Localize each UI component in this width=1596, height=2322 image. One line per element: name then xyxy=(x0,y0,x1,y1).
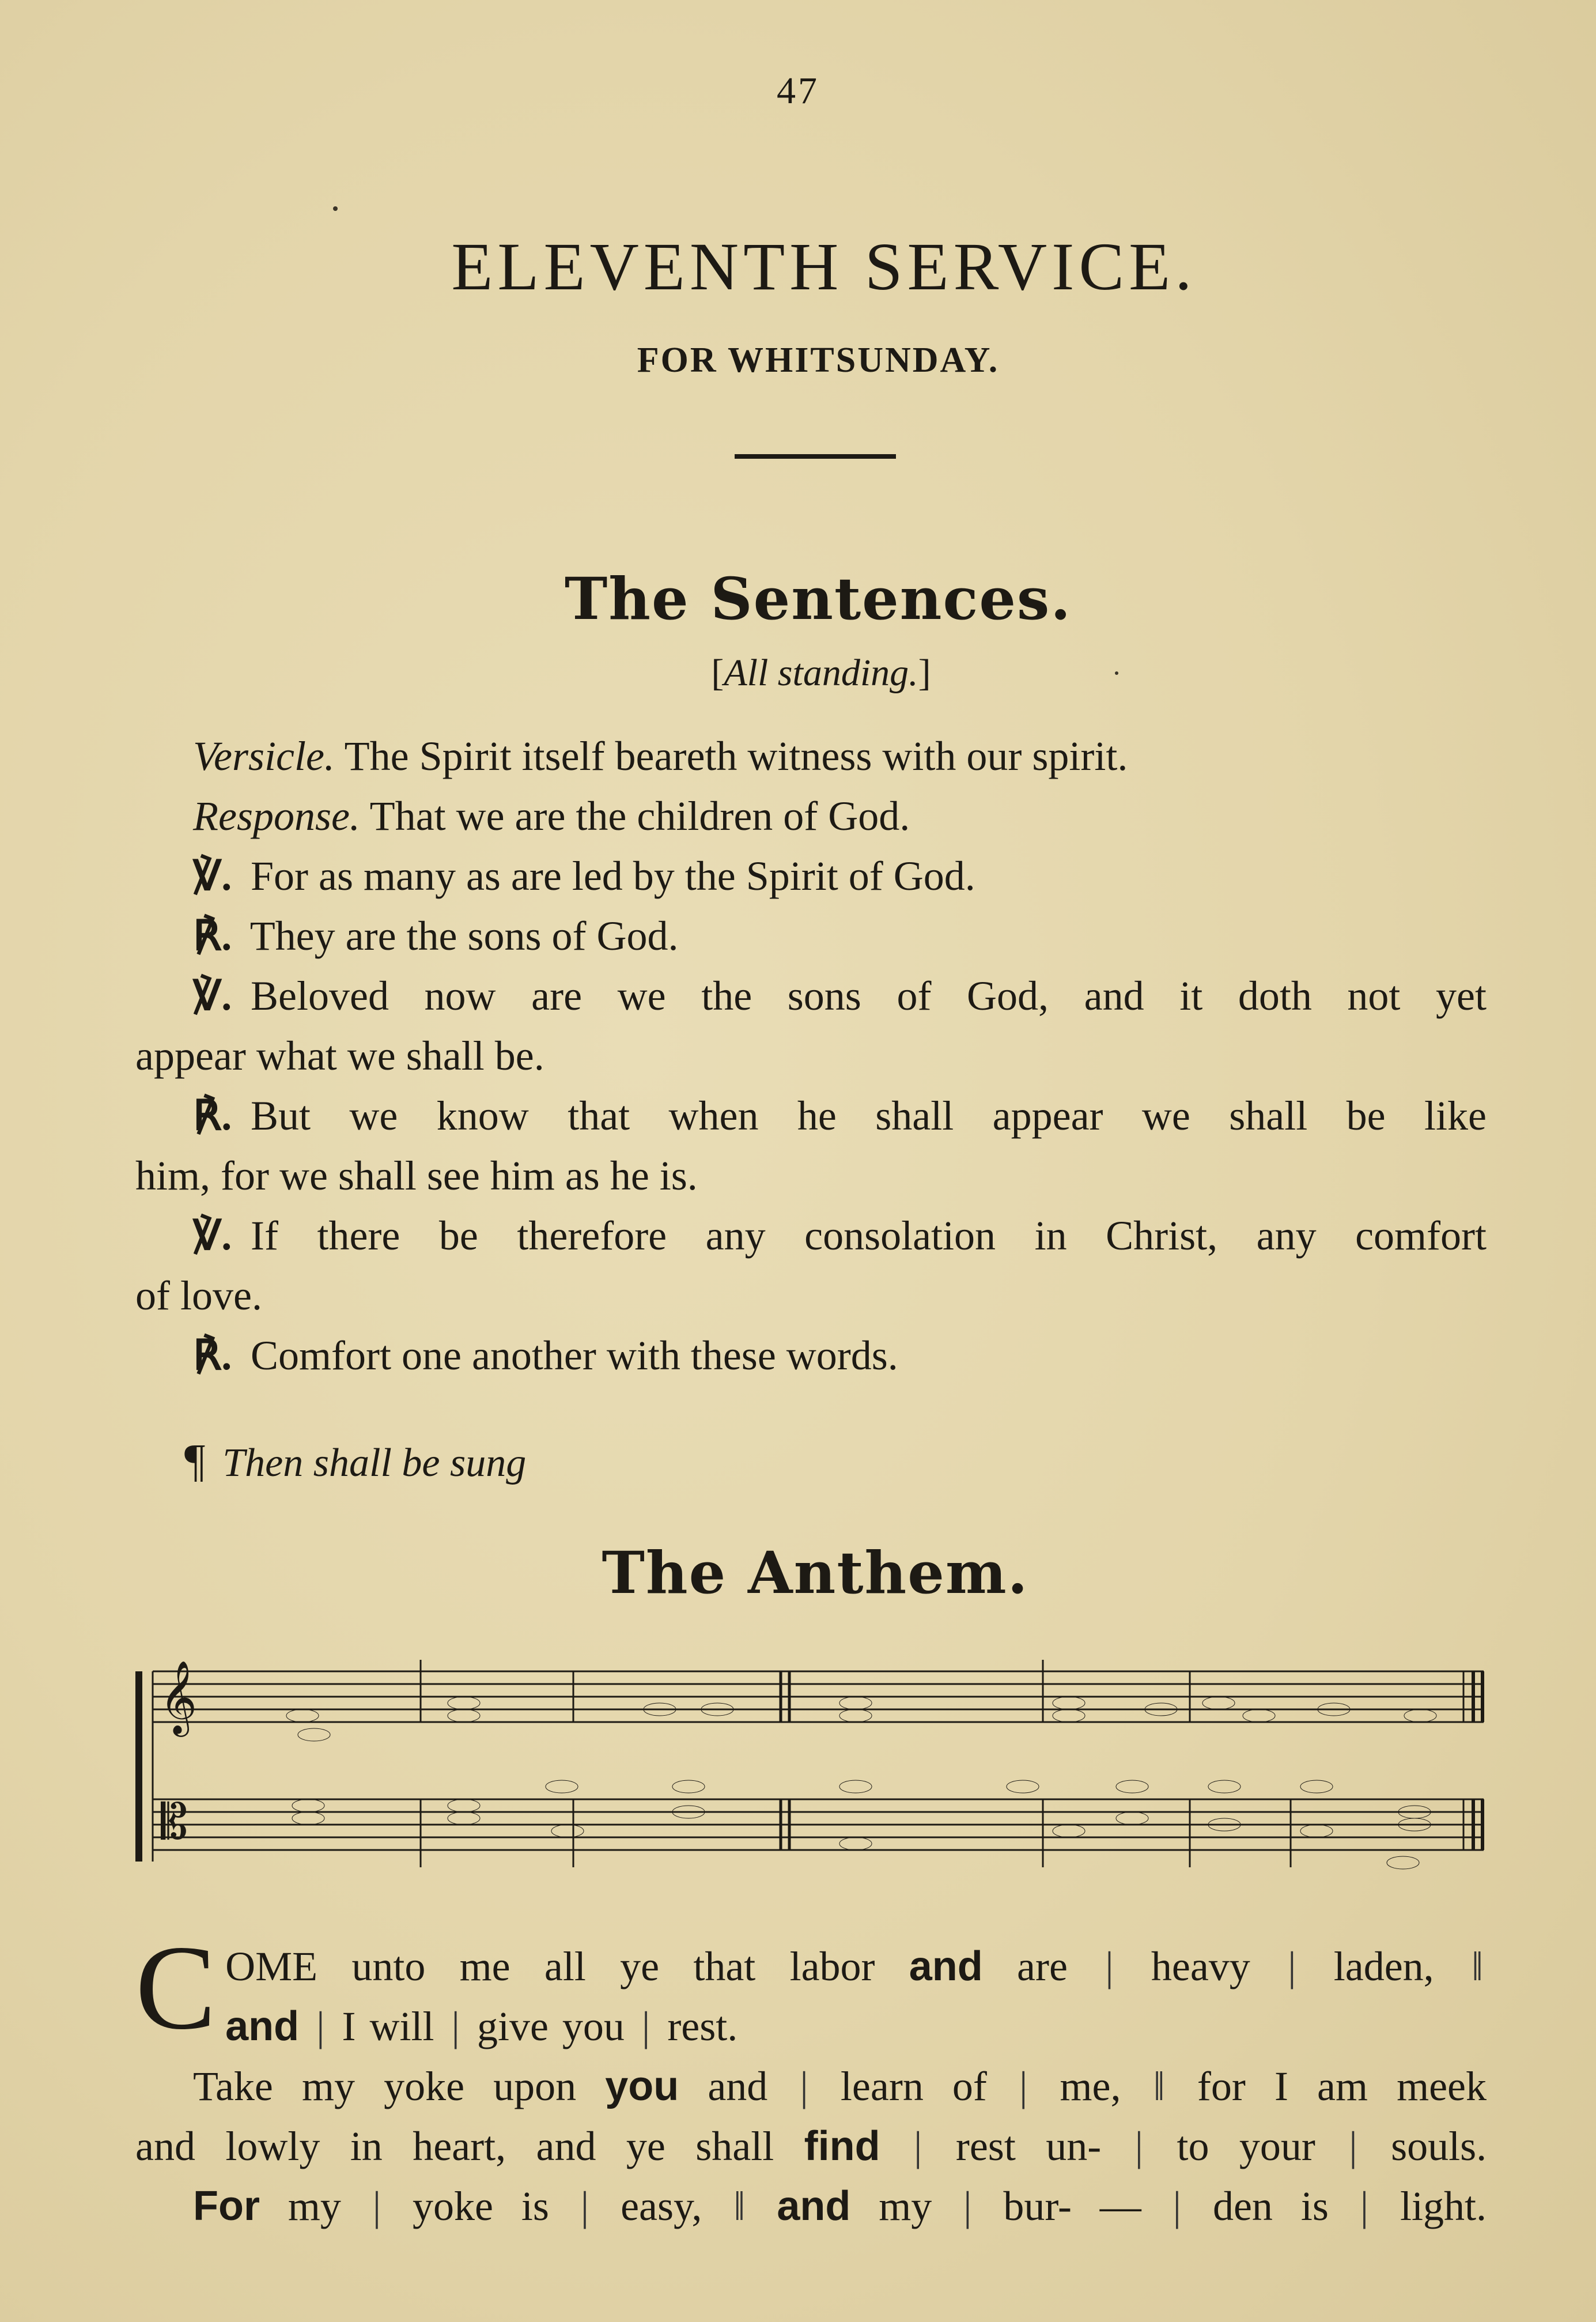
anthem-word: labor xyxy=(789,1943,875,1989)
anthem-word: heart, xyxy=(413,2123,506,2169)
anthem-word: and xyxy=(536,2123,596,2169)
anthem-word: For xyxy=(193,2183,260,2229)
bar-mark: | xyxy=(1173,2183,1182,2229)
anthem-word: and xyxy=(777,2183,851,2229)
sentence-line xyxy=(135,1086,1487,1146)
bar-mark: | xyxy=(641,2003,650,2049)
sentence-continuation: him, for we shall see him as he is. xyxy=(135,1153,698,1199)
versicle-mark: ℣. xyxy=(193,973,232,1019)
sentence-text: For as many as are led by the Spirit of God. xyxy=(251,853,975,899)
anthem-word: meek xyxy=(1397,2063,1487,2109)
sentence-line xyxy=(135,786,1487,846)
bar-mark: | xyxy=(1349,2123,1357,2169)
response-mark: ℟. xyxy=(193,1093,232,1139)
pilcrow-icon: ¶ xyxy=(184,1436,206,1486)
anthem-chant-score xyxy=(135,1648,1495,1890)
anthem-line-3 xyxy=(135,2056,1487,2116)
response-mark: ℟. xyxy=(193,1332,232,1379)
anthem-word: den xyxy=(1212,2183,1273,2229)
anthem-word: find xyxy=(804,2123,880,2169)
anthem-word: you xyxy=(562,2003,625,2049)
anthem-word: and xyxy=(225,2003,300,2049)
anthem-line-1 xyxy=(135,1936,1487,1996)
bass-staff xyxy=(153,1780,1484,1869)
anthem-word: my xyxy=(879,2183,932,2229)
sentence-line xyxy=(135,906,1487,966)
bar-mark: | xyxy=(1105,1943,1114,1989)
anthem-word: for xyxy=(1197,2063,1246,2109)
response-mark: ℟. xyxy=(193,913,232,959)
anthem-word: is xyxy=(521,2183,549,2229)
anthem-word: are xyxy=(1017,1943,1068,1989)
anthem-word: and xyxy=(135,2123,195,2169)
sentence-line xyxy=(135,966,1487,1026)
bar-mark: | xyxy=(963,2183,972,2229)
anthem-word: my xyxy=(288,2183,341,2229)
anthem-word: and xyxy=(708,2063,768,2109)
anthem-word: unto xyxy=(351,1943,426,1989)
double-bar-mark: ‖ xyxy=(1153,2063,1165,2109)
anthem-word: yoke xyxy=(413,2183,494,2229)
anthem-word: yoke xyxy=(384,2063,465,2109)
anthem-word: OME xyxy=(225,1943,318,1989)
anthem-word: Take xyxy=(193,2063,273,2109)
anthem-word: all xyxy=(544,1943,586,1989)
anthem-word: and xyxy=(909,1943,983,1989)
sentence-text: Comfort one another with these words. xyxy=(251,1332,898,1379)
bar-mark: | xyxy=(914,2123,922,2169)
bar-mark: | xyxy=(316,2003,325,2049)
anthem-word: laden, xyxy=(1333,1943,1434,1989)
title-divider xyxy=(735,454,896,459)
double-bar-mark: ‖ xyxy=(1471,1943,1484,1989)
sung-rubric xyxy=(184,1435,526,1487)
sentence-line xyxy=(135,846,1487,906)
anthem-word: shall xyxy=(695,2123,774,2169)
svg-text:𝄞: 𝄞 xyxy=(160,1660,198,1734)
anthem-text xyxy=(135,1921,1487,2236)
bar-mark: | xyxy=(451,2003,460,2049)
bar-mark: | xyxy=(1019,2063,1028,2109)
anthem-line-4 xyxy=(135,2116,1487,2176)
bar-mark: | xyxy=(1288,1943,1296,1989)
sentence-label: Versicle. xyxy=(193,733,335,779)
anthem-word: will xyxy=(369,2003,434,2049)
anthem-word: lowly xyxy=(225,2123,320,2169)
anthem-word: rest xyxy=(955,2123,1016,2169)
page-title: ELEVENTH SERVICE. xyxy=(451,229,1197,304)
anthem-word: un- xyxy=(1046,2123,1102,2169)
versicle-mark: ℣. xyxy=(193,1213,232,1259)
sentence-text: But we know that when he shall appear we shall be like xyxy=(251,1093,1487,1139)
anthem-word: your xyxy=(1239,2123,1315,2169)
anthem-word: I xyxy=(1274,2063,1288,2109)
sentence-text: If there be therefore any consolation in Christ, any comfort xyxy=(251,1213,1487,1259)
sung-rubric-text: Then shall be sung xyxy=(222,1441,527,1485)
sentence-text: They are the sons of God. xyxy=(249,913,679,959)
anthem-line-2 xyxy=(135,1996,1487,2056)
print-speck xyxy=(333,206,338,211)
anthem-word: upon xyxy=(493,2063,577,2109)
anthem-word: am xyxy=(1317,2063,1368,2109)
sentence-line xyxy=(135,1206,1487,1266)
sentence-text: The Spirit itself beareth witness with our spirit. xyxy=(344,733,1128,779)
anthem-word: easy, xyxy=(621,2183,702,2229)
anthem-word: bur- xyxy=(1003,2183,1072,2229)
page-number: 47 xyxy=(777,70,819,112)
anthem-word: — xyxy=(1099,2183,1141,2229)
anthem-heading: The Anthem. xyxy=(602,1539,1029,1607)
treble-staff xyxy=(135,1660,1484,1862)
sentences-text xyxy=(135,726,1487,1385)
anthem-word: heavy xyxy=(1151,1943,1250,1989)
anthem-word: of xyxy=(952,2063,987,2109)
anthem-word: me, xyxy=(1060,2063,1121,2109)
anthem-word: that xyxy=(693,1943,756,1989)
versicle-mark: ℣. xyxy=(193,853,232,899)
double-bar-mark: ‖ xyxy=(733,2183,746,2229)
anthem-word: me xyxy=(459,1943,510,1989)
sentence-continuation: of love. xyxy=(135,1273,262,1319)
bar-mark: | xyxy=(800,2063,808,2109)
sentence-line xyxy=(135,726,1487,786)
anthem-word: rest. xyxy=(667,2003,738,2049)
page-subtitle: FOR WHITSUNDAY. xyxy=(637,341,1000,380)
standing-rubric-text: All standing. xyxy=(724,652,918,694)
anthem-word: learn xyxy=(840,2063,924,2109)
bar-mark: | xyxy=(1360,2183,1369,2229)
svg-text:𝄡: 𝄡 xyxy=(161,1794,188,1850)
sentence-line xyxy=(135,1326,1487,1385)
sentences-heading: The Sentences. xyxy=(564,565,1072,633)
sentence-text: Beloved now are we the sons of God, and it doth not yet xyxy=(251,973,1487,1019)
sentence-text: That we are the children of God. xyxy=(369,793,910,839)
standing-rubric: [All standing.] xyxy=(711,652,931,694)
anthem-word: ye xyxy=(626,2123,665,2169)
anthem-word: light. xyxy=(1400,2183,1487,2229)
bar-mark: | xyxy=(580,2183,589,2229)
bar-mark: | xyxy=(1134,2123,1144,2169)
anthem-word: souls. xyxy=(1391,2123,1487,2169)
anthem-word: give xyxy=(476,2003,549,2049)
print-speck xyxy=(1115,671,1118,675)
anthem-word: ye xyxy=(620,1943,660,1989)
anthem-line-5 xyxy=(135,2176,1487,2236)
anthem-word: to xyxy=(1177,2123,1209,2169)
drop-cap: C xyxy=(135,1921,217,2055)
sentence-continuation: appear what we shall be. xyxy=(135,1033,544,1079)
anthem-word: my xyxy=(301,2063,355,2109)
bar-mark: | xyxy=(372,2183,381,2229)
anthem-word: is xyxy=(1300,2183,1329,2229)
anthem-word: in xyxy=(350,2123,383,2169)
anthem-word: you xyxy=(605,2063,679,2109)
anthem-word: I xyxy=(342,2003,356,2049)
sentence-label: Response. xyxy=(193,793,360,839)
